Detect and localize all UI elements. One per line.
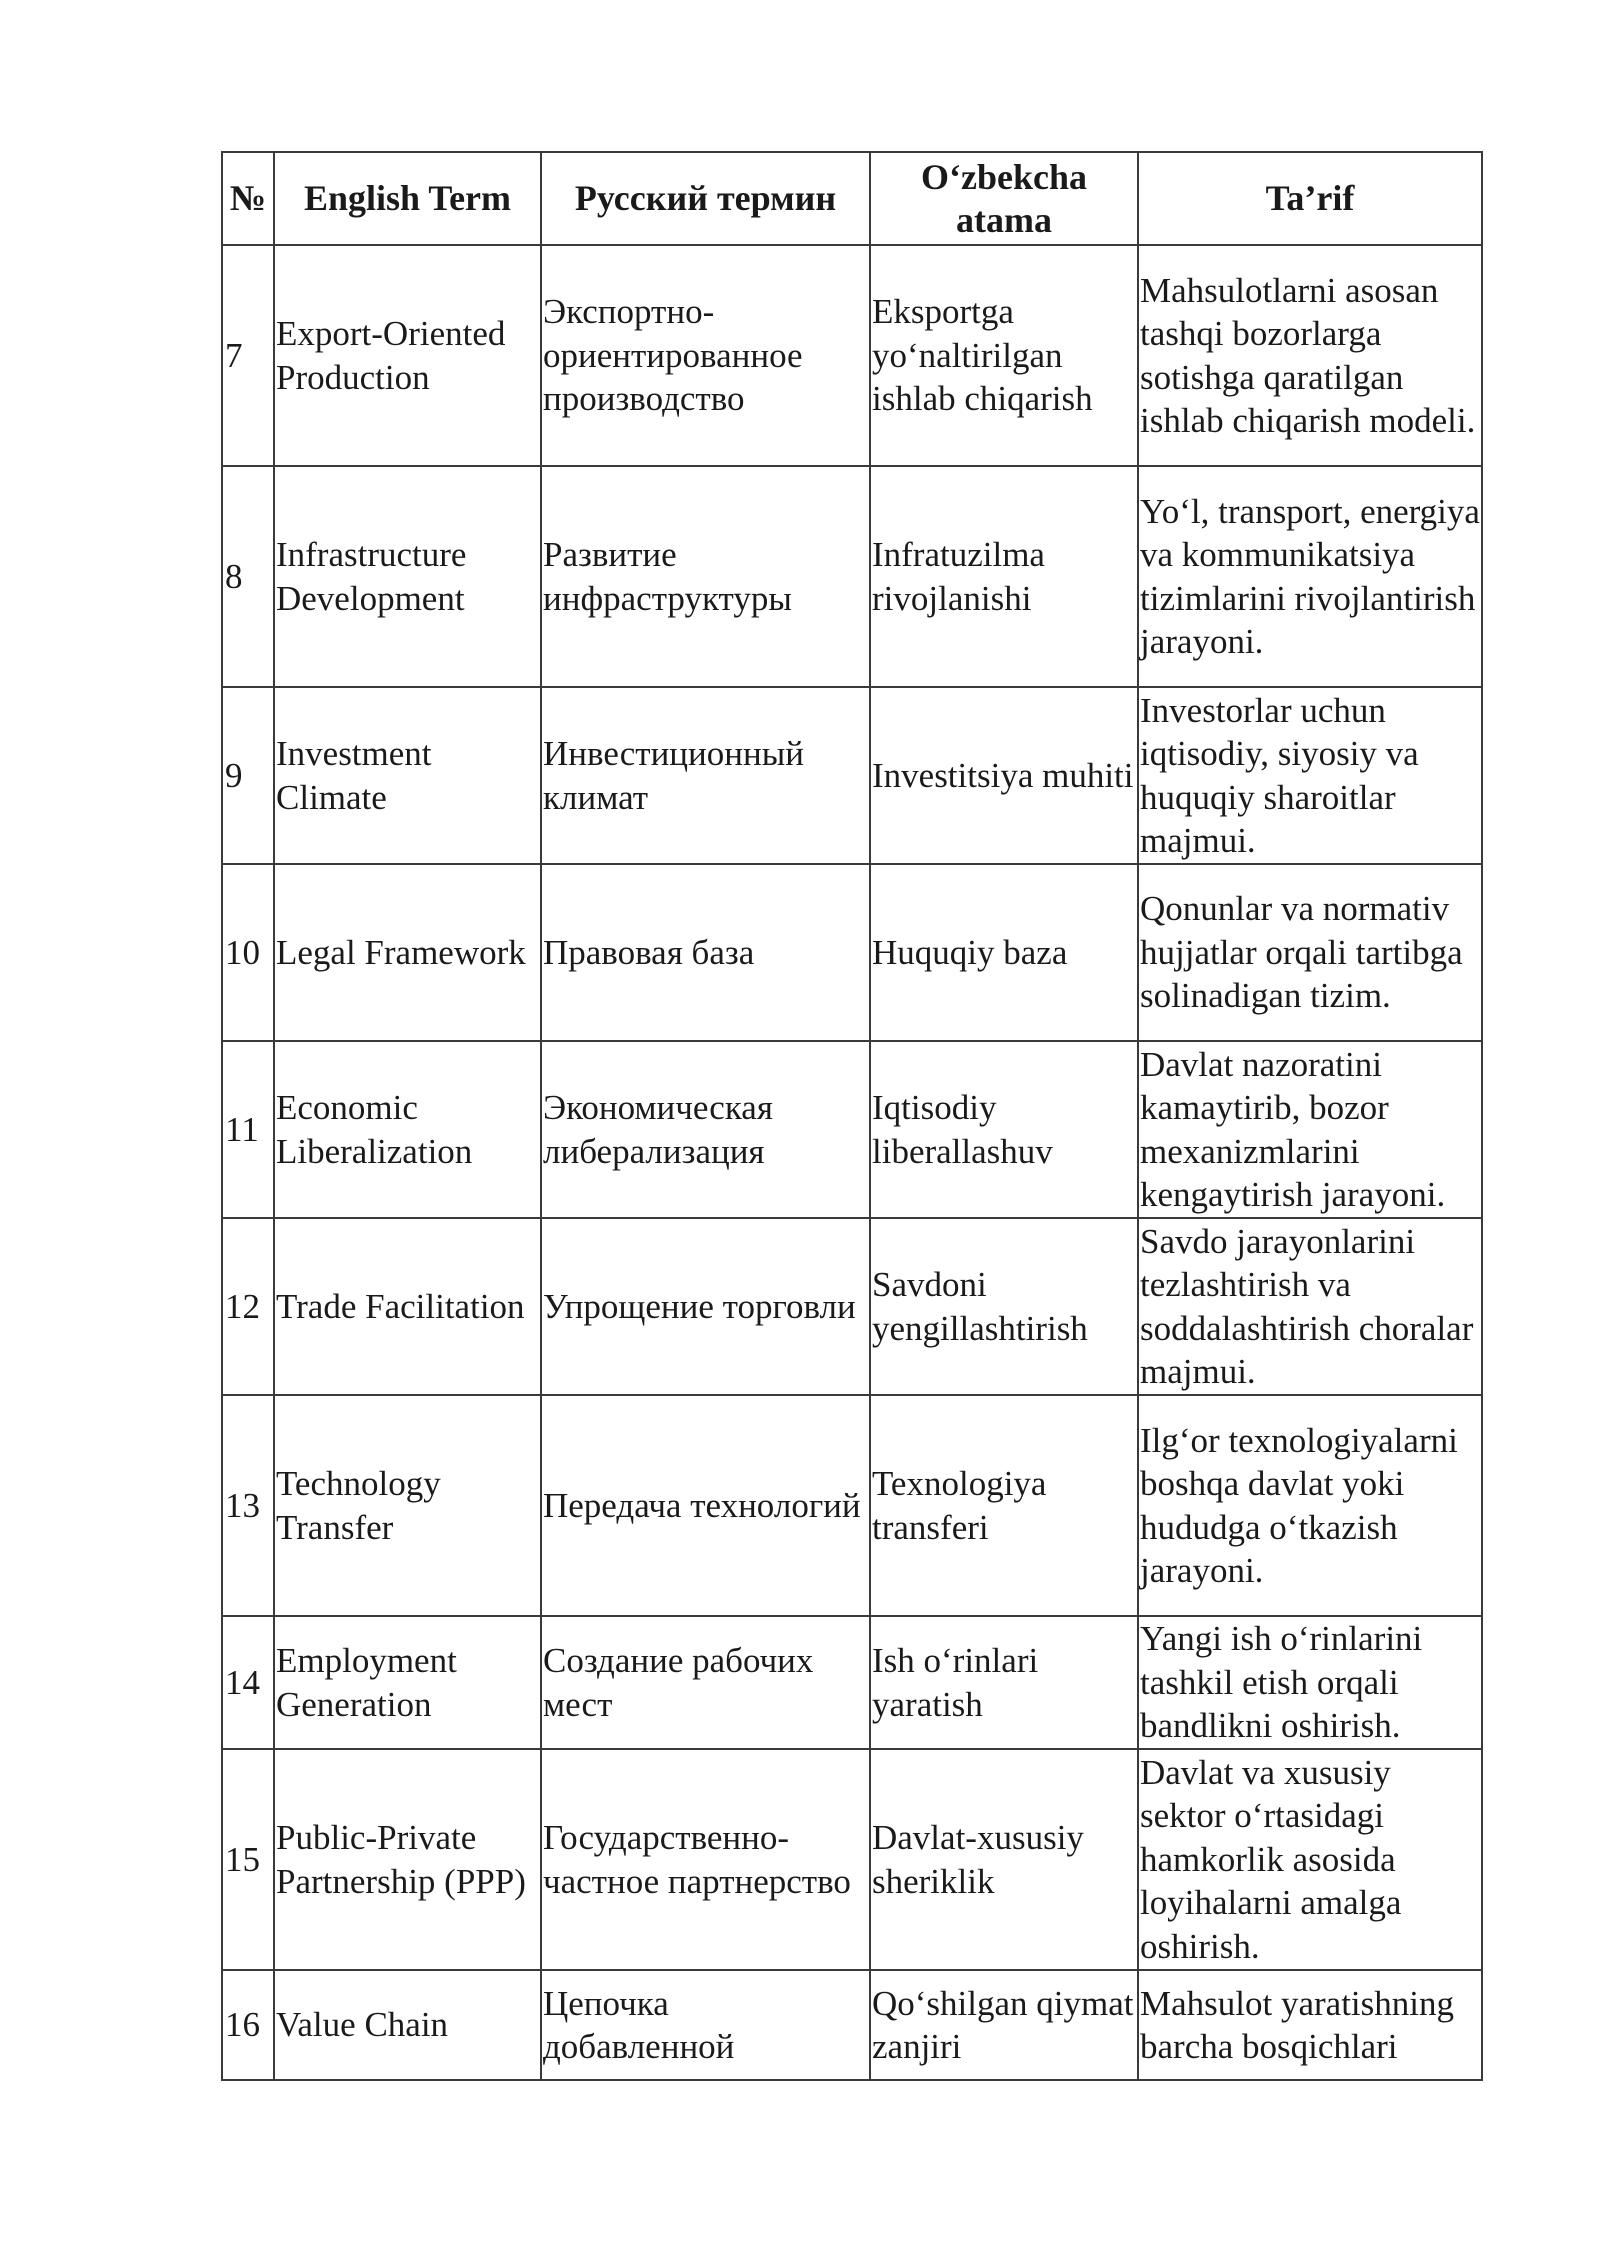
russian-term: Экспортно-ориентированное производство: [541, 245, 870, 466]
row-number: 12: [222, 1218, 274, 1395]
row-number: 15: [222, 1749, 274, 1970]
russian-term: Правовая база: [541, 864, 870, 1041]
definition: Yo‘l, transport, energiya va kommunikatsiya tizimlarini rivojlantirish jarayoni.: [1138, 466, 1482, 687]
uzbek-term: Qo‘shilgan qiymat zanjiri: [870, 1970, 1138, 2080]
header-english-term: English Term: [274, 152, 541, 245]
table-row: [222, 864, 1482, 1041]
definition: Yangi ish o‘rinlarini tashkil etish orqali bandlikni oshirish.: [1138, 1616, 1482, 1749]
russian-term: Упрощение торговли: [541, 1218, 870, 1395]
row-number: 8: [222, 466, 274, 687]
definition: Davlat nazoratini kamaytirib, bozor mexanizmlarini kengaytirish jarayoni.: [1138, 1041, 1482, 1218]
english-term: Legal Framework: [274, 864, 541, 1041]
table-row: [222, 687, 1482, 864]
row-number: 7: [222, 245, 274, 466]
header-russian-term: Русский термин: [541, 152, 870, 245]
english-term: Export-Oriented Production: [274, 245, 541, 466]
english-term: Public-Private Partnership (PPP): [274, 1749, 541, 1970]
row-number: 13: [222, 1395, 274, 1616]
russian-term: Экономическая либерализация: [541, 1041, 870, 1218]
uzbek-term: Iqtisodiy liberallashuv: [870, 1041, 1138, 1218]
russian-term: Государственно-частное партнерство: [541, 1749, 870, 1970]
row-number: 14: [222, 1616, 274, 1749]
table-header: [222, 152, 1482, 245]
definition: Mahsulot yaratishning barcha bosqichlari: [1138, 1970, 1482, 2080]
uzbek-term: Ish o‘rinlari yaratish: [870, 1616, 1138, 1749]
english-term: Employment Generation: [274, 1616, 541, 1749]
row-number: 9: [222, 687, 274, 864]
english-term: Trade Facilitation: [274, 1218, 541, 1395]
header-definition: Ta’rif: [1138, 152, 1482, 245]
glossary-table: [221, 151, 1483, 2081]
english-term: Technology Transfer: [274, 1395, 541, 1616]
table-row: [222, 1041, 1482, 1218]
uzbek-term: Huquqiy baza: [870, 864, 1138, 1041]
table-row: [222, 466, 1482, 687]
uzbek-term: Texnologiya transferi: [870, 1395, 1138, 1616]
russian-term: Инвестиционный климат: [541, 687, 870, 864]
table-row: [222, 245, 1482, 466]
uzbek-term: Eksportga yo‘naltirilgan ishlab chiqarish: [870, 245, 1138, 466]
uzbek-term: Savdoni yengillashtirish: [870, 1218, 1138, 1395]
table-body: [222, 245, 1482, 2080]
russian-term: Создание рабочих мест: [541, 1616, 870, 1749]
table-row: [222, 1970, 1482, 2080]
definition: Qonunlar va normativ hujjatlar orqali tartibga solinadigan tizim.: [1138, 864, 1482, 1041]
row-number: 11: [222, 1041, 274, 1218]
definition: Investorlar uchun iqtisodiy, siyosiy va huquqiy sharoitlar majmui.: [1138, 687, 1482, 864]
uzbek-term: Davlat-xususiy sheriklik: [870, 1749, 1138, 1970]
definition: Savdo jarayonlarini tezlashtirish va soddalashtirish choralar majmui.: [1138, 1218, 1482, 1395]
row-number: 10: [222, 864, 274, 1041]
table-row: [222, 1749, 1482, 1970]
russian-term: Передача технологий: [541, 1395, 870, 1616]
table-row: [222, 1616, 1482, 1749]
table-row: [222, 1218, 1482, 1395]
header-row: [222, 152, 1482, 245]
uzbek-term: Infratuzilma rivojlanishi: [870, 466, 1138, 687]
russian-term: Развитие инфраструктуры: [541, 466, 870, 687]
english-term: Investment Climate: [274, 687, 541, 864]
english-term: Value Chain: [274, 1970, 541, 2080]
table-row: [222, 1395, 1482, 1616]
header-uzbek-term: O‘zbekcha atama: [870, 152, 1138, 245]
header-number: №: [222, 152, 274, 245]
definition: Ilg‘or texnologiyalarni boshqa davlat yoki hududga o‘tkazish jarayoni.: [1138, 1395, 1482, 1616]
russian-term: Цепочка добавленной: [541, 1970, 870, 2080]
row-number: 16: [222, 1970, 274, 2080]
english-term: Infrastructure Development: [274, 466, 541, 687]
definition: Davlat va xususiy sektor o‘rtasidagi hamkorlik asosida loyihalarni amalga oshirish.: [1138, 1749, 1482, 1970]
definition: Mahsulotlarni asosan tashqi bozorlarga sotishga qaratilgan ishlab chiqarish modeli.: [1138, 245, 1482, 466]
english-term: Economic Liberalization: [274, 1041, 541, 1218]
uzbek-term: Investitsiya muhiti: [870, 687, 1138, 864]
